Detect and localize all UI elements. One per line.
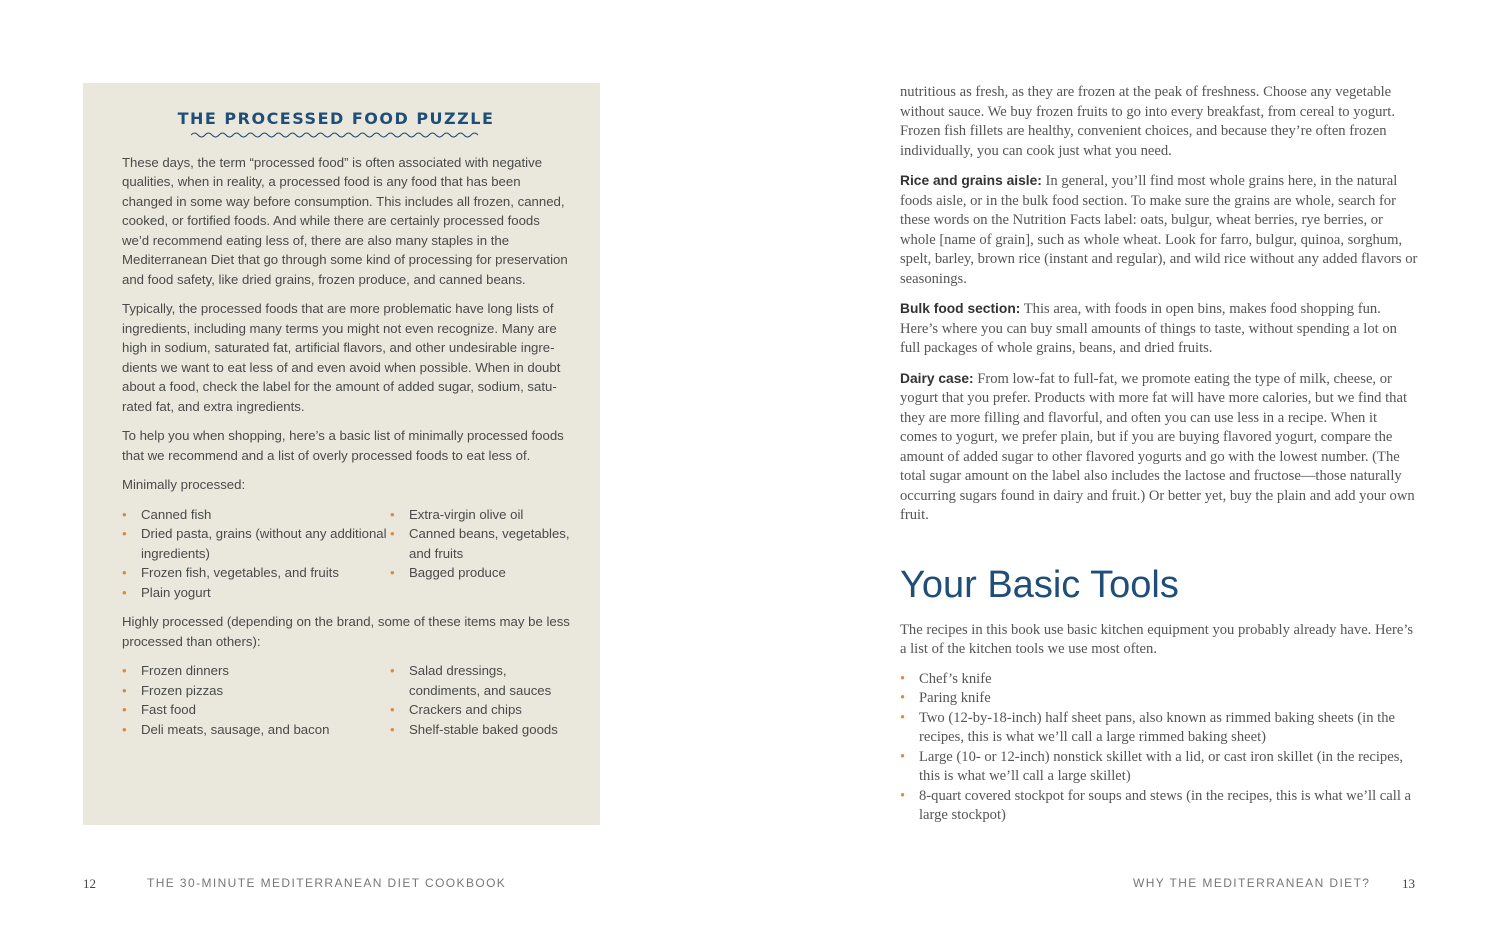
bullet-icon: •	[900, 690, 906, 706]
sidebar-paragraph: These days, the term “processed food” is often associated with negative qualities, when in reality, a processed food is any food that has been changed in some way before consumption. This includes all frozen, canned, cooked, or fortified foods. And while there are certainly processed foods we’d recommend eating less of, there are also many staples in the Mediterranean Diet that go through some kind of processing for preservation and food safety, like dried grains, frozen produce, and canned beans.	[122, 154, 568, 287]
list-item: • Crackers and chips	[390, 700, 570, 720]
bulk-paragraph: Bulk food section: This area, with foods in open bins, makes food shopping fun. Here’s where you can buy small amounts of things to taste, without spending a lot on full packages of whole grains, beans, and dried fruits.	[900, 301, 1397, 356]
list-item: • Shelf-stable baked goods	[390, 720, 570, 740]
highly-list-right	[390, 661, 570, 739]
bullet-icon: •	[390, 721, 395, 737]
tools-list	[900, 670, 1418, 826]
bullet-icon: •	[122, 506, 127, 522]
list-item: • Paring knife	[900, 689, 1418, 709]
sidebar-paragraph: To help you when shopping, here’s a basic list of minimally processed foods that we recommend and a list of overly processed foods to eat less of.	[122, 428, 564, 463]
sidebar-title: THE PROCESSED FOOD PUZZLE	[177, 109, 495, 128]
bullet-icon: •	[900, 709, 906, 726]
highly-list	[122, 661, 570, 739]
bullet-icon: •	[122, 721, 127, 737]
right-running-title: WHY THE MEDITERRANEAN DIET?	[1133, 876, 1371, 890]
list-item: • Plain yogurt	[122, 583, 390, 603]
list-item: • Frozen dinners	[122, 661, 390, 681]
list-item: • Fast food	[122, 700, 390, 720]
rice-label: Rice and grains aisle:	[900, 173, 1042, 188]
bullet-icon: •	[122, 682, 127, 698]
dairy-paragraph: Dairy case: From low-fat to full-fat, we promote eating the type of milk, cheese, or yogurt that you prefer. Products with more fat will have more calories, but we find that they are more filling and flavorful, and often you can use less in a recipe. When it comes to yogurt, we prefer plain, but if you are buying flavored yogurt, compare the amount of added sugar to other flavored yogurts and go with the lowest number. (The total sugar amount on the label also includes the lactose and fructose—those naturally occurring sugars found in dairy and fruit.) Or better yet, buy the plain and add your own fruit.	[900, 370, 1415, 523]
right-page-content	[900, 83, 1418, 826]
dairy-label: Dairy case:	[900, 370, 974, 386]
frozen-paragraph: nutritious as fresh, as they are frozen at the peak of freshness. Choose any vegetable without sauce. We buy frozen fruits to go into every breakfast, from cereal to yogurt. Frozen fish fillets are healthy, convenient choices, and because they’re often frozen individually, you can cook just what you need.	[900, 84, 1395, 159]
tools-intro: The recipes in this book use basic kitchen equipment you probably already have. Here’s a list of the kitchen tools we use most often.	[900, 621, 1414, 657]
bullet-icon: •	[122, 584, 127, 600]
minimal-list-left	[122, 505, 390, 603]
minimal-list-right	[390, 505, 570, 603]
list-item: • Canned fish	[122, 505, 390, 525]
list-item: • Salad dressings, condiments, and sauces	[390, 663, 552, 698]
list-item: • Large (10- or 12-inch) nonstick skillet with a lid, or cast iron skillet (in the recipes, this is what we’ll call a large skillet)	[900, 748, 1404, 784]
bullet-icon: •	[122, 702, 127, 717]
bullet-icon: •	[390, 506, 395, 522]
bullet-icon: •	[122, 526, 127, 541]
bullet-icon: •	[900, 670, 906, 687]
section-heading: Your Basic Tools	[900, 563, 1179, 606]
right-page-number: 13	[1402, 876, 1415, 891]
bulk-label: Bulk food section:	[900, 301, 1021, 316]
bullet-icon: •	[900, 748, 906, 765]
sidebar-paragraph: Typically, the processed foods that are more problematic have long lists of ingredients, including many terms you might not even recognize. Many are high in sodium, saturated fat, artificial flavors, and other undesirable ingredients we want to eat less of and even avoid when possible. When in doubt about a food, check the label for the amount of added sugar, sodium, saturated fat, and extra ingredients.	[122, 301, 561, 414]
list-item: • Deli meats, sausage, and bacon	[122, 720, 390, 740]
minimal-list	[122, 505, 570, 603]
minimal-label: Minimally processed:	[122, 477, 246, 492]
sidebar-box	[83, 83, 600, 825]
bullet-icon: •	[390, 526, 395, 541]
list-item: • Bagged produce	[390, 563, 570, 583]
rice-paragraph: Rice and grains aisle: In general, you’ll find most whole grains here, in the natural foods aisle, or in the bulk food section. To make sure the grains are whole, search for these words on the Nutrition Facts label: oats, bulgur, wheat berries, rye berries, or whole [name of grain], such as whole wheat. Look for farro, bulgur, quinoa, sorghum, spelt, barley, brown rice (instant and regular), and wild rice without any added flavors or seasonings.	[900, 173, 1418, 287]
highly-list-left	[122, 661, 390, 739]
list-item: • Canned beans, vegetables, and fruits	[390, 526, 570, 561]
list-item: • Dried pasta, grains (without any additional ingredients)	[122, 526, 387, 561]
bullet-icon: •	[122, 663, 127, 678]
bullet-icon: •	[390, 702, 395, 717]
list-item: • Two (12-by-18-inch) half sheet pans, also known as rimmed baking sheets (in the recipes, this is what we’ll call a large rimmed baking sheet)	[900, 709, 1395, 745]
list-item: • Frozen fish, vegetables, and fruits	[122, 563, 390, 583]
left-page-number: 12	[83, 876, 96, 891]
highly-label: Highly processed (depending on the brand, some of these items may be less processed than others):	[122, 614, 570, 649]
list-item: • Frozen pizzas	[122, 681, 390, 701]
list-item: • Extra-virgin olive oil	[390, 505, 570, 525]
wavy-underline	[191, 131, 481, 139]
left-running-title: THE 30-MINUTE MEDITERRANEAN DIET COOKBOOK	[147, 876, 507, 890]
bullet-icon: •	[900, 787, 906, 804]
list-item: • 8-quart covered stockpot for soups and stews (in the recipes, this is what we’ll call a large stockpot)	[900, 787, 1411, 823]
bullet-icon: •	[390, 565, 395, 580]
bullet-icon: •	[390, 663, 395, 678]
list-item: • Chef’s knife	[900, 670, 1418, 690]
bullet-icon: •	[122, 565, 127, 580]
